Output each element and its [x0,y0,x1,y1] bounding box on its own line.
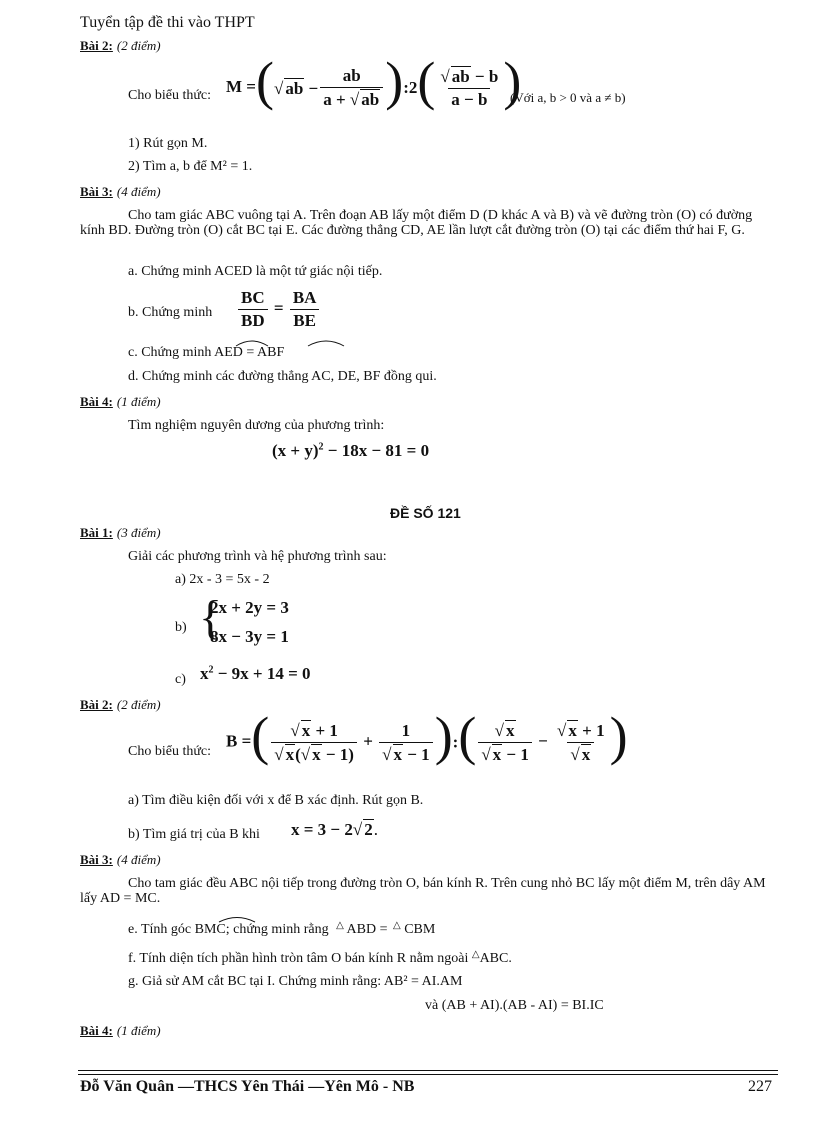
bai2b-b: b) Tìm giá trị của B khi [128,827,260,842]
bai3b-g2: và (AB + AI).(AB - AI) = BI.IC [425,998,604,1013]
formula-M: M =(√ ab − $\frac{ab}{a + √ ab}$ ):2( $\frac{√ ab - b}{a - b}$ ) [226,51,522,111]
bai3b-problem: Cho tam giác đều ABC nội tiếp trong đường tròn O, bán kính R. Trên cung nhỏ BC lấy một điểm M, trên dây AM lấy AD = MC. [80,876,766,906]
formula-B: B =( $\frac{√ x + 1}{√ x(√ x - 1)}$ + $\frac{1}{√ x - 1}$ ):( $\frac{√ x}{√ x - 1}$ − $\frac{√ x + 1}{√ x}$ ) [226,705,628,766]
arc-bmc [217,913,259,923]
formula-quadratic: $x^2 - 9x + 14 = 0$ [200,664,311,683]
angle-arcs [234,336,346,348]
footer-rule-bottom [78,1074,778,1075]
triangle-icon: △ [336,920,344,931]
system-eq-1: 2x + 2y = 3 [210,598,289,617]
bai2-heading: Bài 2: (2 điểm) [80,38,161,53]
bai3b-e: e. Tính góc BMC; chứng minh rằng △ ABD = △ CBM [128,920,436,937]
section-title: ĐỀ SỐ 121 [390,505,461,521]
formula-ratio: $\frac{BC}{BD}$ = $\frac{BA}{BE}$ [236,288,321,331]
bai1-text: Giải các phương trình và hệ phương trình sau: [128,549,387,564]
bai3b-f: f. Tính diện tích phần hình tròn tâm O bán kính R nằm ngoài △ABC. [128,949,512,966]
bai3-heading: Bài 3: (4 điểm) [80,184,161,199]
bai3b-g: g. Giả sử AM cắt BC tại I. Chứng minh rằng: AB² = AI.AM [128,974,463,989]
triangle-icon: △ [471,949,480,960]
page-number: 227 [748,1078,772,1095]
bai4-heading: Bài 4: (1 điểm) [80,394,161,409]
bai1-heading: Bài 1: (3 điểm) [80,525,161,540]
bai2b-heading: Bài 2: (2 điểm) [80,697,161,712]
arc-abf [308,341,344,346]
arc-bmc-path [219,918,255,923]
system-brace: { [199,591,223,644]
footer-author: Đỗ Văn Quân —THCS Yên Thái —Yên Mô - NB [80,1078,415,1095]
page-header: Tuyển tập đề thi vào THPT [80,14,255,31]
triangle-icon: △ [393,920,401,931]
footer-rule-top [78,1070,778,1071]
bai2b-a: a) Tìm điều kiện đối với x để B xác định. Rút gọn B. [128,793,424,808]
bai4-text: Tìm nghiệm nguyên dương của phương trình: [128,418,385,433]
bai3-a: a. Chứng minh ACED là một tứ giác nội tiếp. [128,264,383,279]
bai2-item-1: 1) Rút gọn M. [128,136,208,151]
system-eq-2: 8x − 3y = 1 [210,627,289,646]
bai3-problem: Cho tam giác ABC vuông tại A. Trên đoạn AB lấy một điểm D (D khác A và B) và vẽ đường tròn (O) có đường kính BD. Đường tròn (O) cắt BC tại E. Các đường thẳng CD, AE lần lượt cắt đường tròn (O) tại các điểm thứ hai F, G. [80,208,753,238]
bai3-d: d. Chứng minh các đường thẳng AC, DE, BF đồng qui. [128,369,437,384]
bai1-a: a) 2x - 3 = 5x - 2 [175,572,270,587]
bai3b-heading: Bài 3: (4 điểm) [80,852,161,867]
bai3-c: c. Chứng minh AED = ABF [128,345,285,360]
bai4b-heading: Bài 4: (1 điểm) [80,1023,161,1038]
arc-aed [236,341,268,346]
bai3-b: b. Chứng minh [128,305,213,320]
formula-x-value: x = 3 − 2√ 2. [291,820,378,839]
bai2-intro: Cho biểu thức: [128,88,212,103]
bai1-b-label: b) [175,620,187,635]
formula-diophantine: $(x + y)^2 - 18x - 81 = 0$ [272,441,430,460]
bai2b-intro: Cho biểu thức: [128,744,212,759]
bai2-item-2: 2) Tìm a, b để M² = 1. [128,159,253,174]
bai1-c-label: c) [175,672,186,687]
condition: (Với a, b > 0 và a ≠ b) [510,90,626,105]
